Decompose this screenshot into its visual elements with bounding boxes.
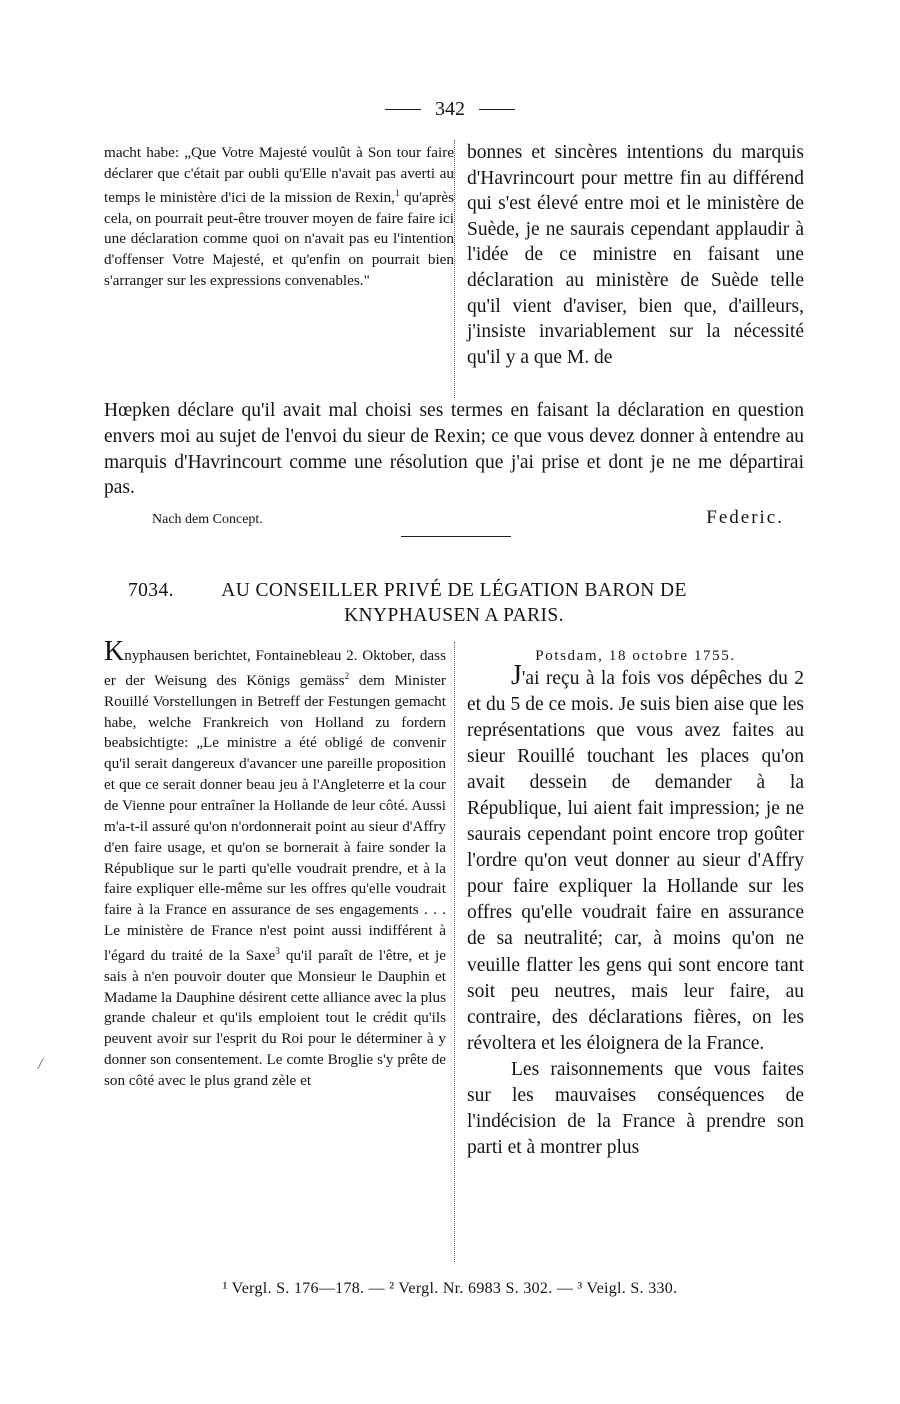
letter-column	[454, 642, 804, 1262]
letter-paragraph-1	[467, 660, 804, 1057]
lower-columns	[104, 636, 804, 1262]
document-number: 7034.	[128, 580, 174, 601]
letter-paragraph-1-text: 'ai reçu à la fois vos dépêches du 2 et du 5 de ce mois. Je suis bien aise que les représentations que vous avez faites au sieur Rouillé touchant les places qu'on avait dessein de demander à la République, lui aient fait impression; je ne saurais cependant point encore trop goûter l'ordre qu'on veut donner au sieur d'Affry pour faire expliquer la Hollande sur les offres qu'elle voudrait faire en assurance de sa neutralité; car, à moins qu'on ne veuille flatter les gens qui sont encore tant soit peu neutres, mais leur faire, au contraire, des déclarations fières, on les révoltera et les éloignera de la France.	[467, 668, 804, 1054]
upper-left-column	[104, 140, 454, 398]
footnote-ref-3: 3	[275, 946, 280, 957]
signature-row	[152, 507, 784, 529]
full-width-paragraph: Hœpken déclare qu'il avait mal choisi ses termes en faisant la déclaration en question envers moi au sujet de l'envoi du sieur de Rexin; ce que vous devez donner à entendre au marquis d'Havrincourt comme une résolution que j'ai prise et dont je ne me départirai pas.	[104, 400, 804, 499]
source-note: Nach dem Concept.	[152, 512, 263, 527]
page-number-text: 342	[435, 98, 465, 120]
upper-left-text-b: qu'après cela, on pourrait peut-être trouver moyen de faire faire ici une déclaration comme quoi on n'avait pas eu l'intention d'offenser Votre Majesté, et qu'enfin on pourrait bien s'arranger sur les expressions convenables."	[104, 189, 454, 289]
upper-right-text: bonnes et sincères intentions du marquis d'Havrincourt pour mettre fin au différend qui s'est élevé entre moi et le ministère de Suède, je ne saurais cependant applaudir à l'idée de ce ministre en faisant une déclaration au ministère de Suède telle qu'il vient d'aviser, bien que, d'ailleurs, j'insiste invariablement sur la nécessité qu'il y a que M. de	[467, 142, 804, 368]
upper-left-text-a: macht habe: „Que Votre Majesté voulût à Son tour faire déclarer que c'était par oubli qu'Elle n'avait pas averti au temps le ministère d'ici de la mission de Rexin,	[104, 144, 454, 207]
page-number-dash-left	[385, 109, 421, 110]
letter-initial: J	[511, 660, 522, 691]
summary-text-b: dem Minister Rouillé Vorstellungen in Betreff der Festungen gemacht habe, welche Frankreich von Holland zu fordern beabsichtigte: „Le ministre a été obligé de convenir qu'il serait dangereux d'avancer une pareille proposition et que ce serait donner beau jeu à l'Angleterre et la cour de Vienne pour entraîner la Hollande de leur côté. Aussi m'a-t-il assuré qu'on n'ordonnerait point au sieur d'Affry d'en faire usage, et qu'on se bornerait à faire sonder la République sur le parti qu'elle voudrait prendre, et à la faire expliquer elle-même sur les offres qu'elle voudrait faire à la France en assurance de ses engagements . . . Le ministère de France n'est point aussi indifférent à l'égard du traité de la Saxe	[104, 671, 446, 964]
footnote-ref-2: 2	[344, 671, 350, 682]
upper-right-column	[454, 140, 804, 398]
upper-left-text	[104, 143, 454, 291]
summary-text-a: nyphausen berichtet, Fontainebleau 2. Oktober, dass er der Weisung des Königs gemäss	[104, 647, 446, 689]
letter-paragraph-2: Les raisonnements que vous faites sur les mauvaises conséquences de l'indécision de la France à prendre son parti et à montrer plus	[467, 1058, 804, 1158]
footnote-ref-1: 1	[394, 189, 400, 200]
document-heading	[104, 578, 804, 628]
heading-line-1: AU CONSEILLER PRIVÉ DE LÉGATION BARON DE	[221, 580, 687, 601]
heading-line-2: KNYPHAUSEN A PARIS.	[344, 605, 564, 626]
signature: Federic.	[706, 507, 784, 528]
footnotes: ¹ Vergl. S. 176—178. — ² Vergl. Nr. 6983 S. 302. — ³ Veigl. S. 330.	[222, 1280, 678, 1297]
dateline: Potsdam, 18 octobre 1755.	[535, 648, 736, 664]
summary-text	[104, 636, 446, 1092]
section-divider-rule	[401, 536, 511, 537]
summary-text-c: qu'il paraît de l'être, et je sais à n'en pouvoir douter que Monsieur le Dauphin et Madame la Dauphine désirent cette alliance avec la plus grande chaleur et qu'ils emploient tout le crédit qu'ils peuvent avoir sur l'esprit du Roi pour le déterminer à y donner son consentement. Le comte Broglie s'y prête de son côté avec le plus grand zèle et	[104, 946, 446, 1089]
summary-column	[104, 636, 454, 1262]
page-number-dash-right	[479, 109, 515, 110]
summary-initial: K	[104, 636, 125, 667]
upper-columns	[104, 140, 804, 398]
page-number	[0, 98, 900, 121]
margin-mark: /	[38, 1056, 43, 1073]
